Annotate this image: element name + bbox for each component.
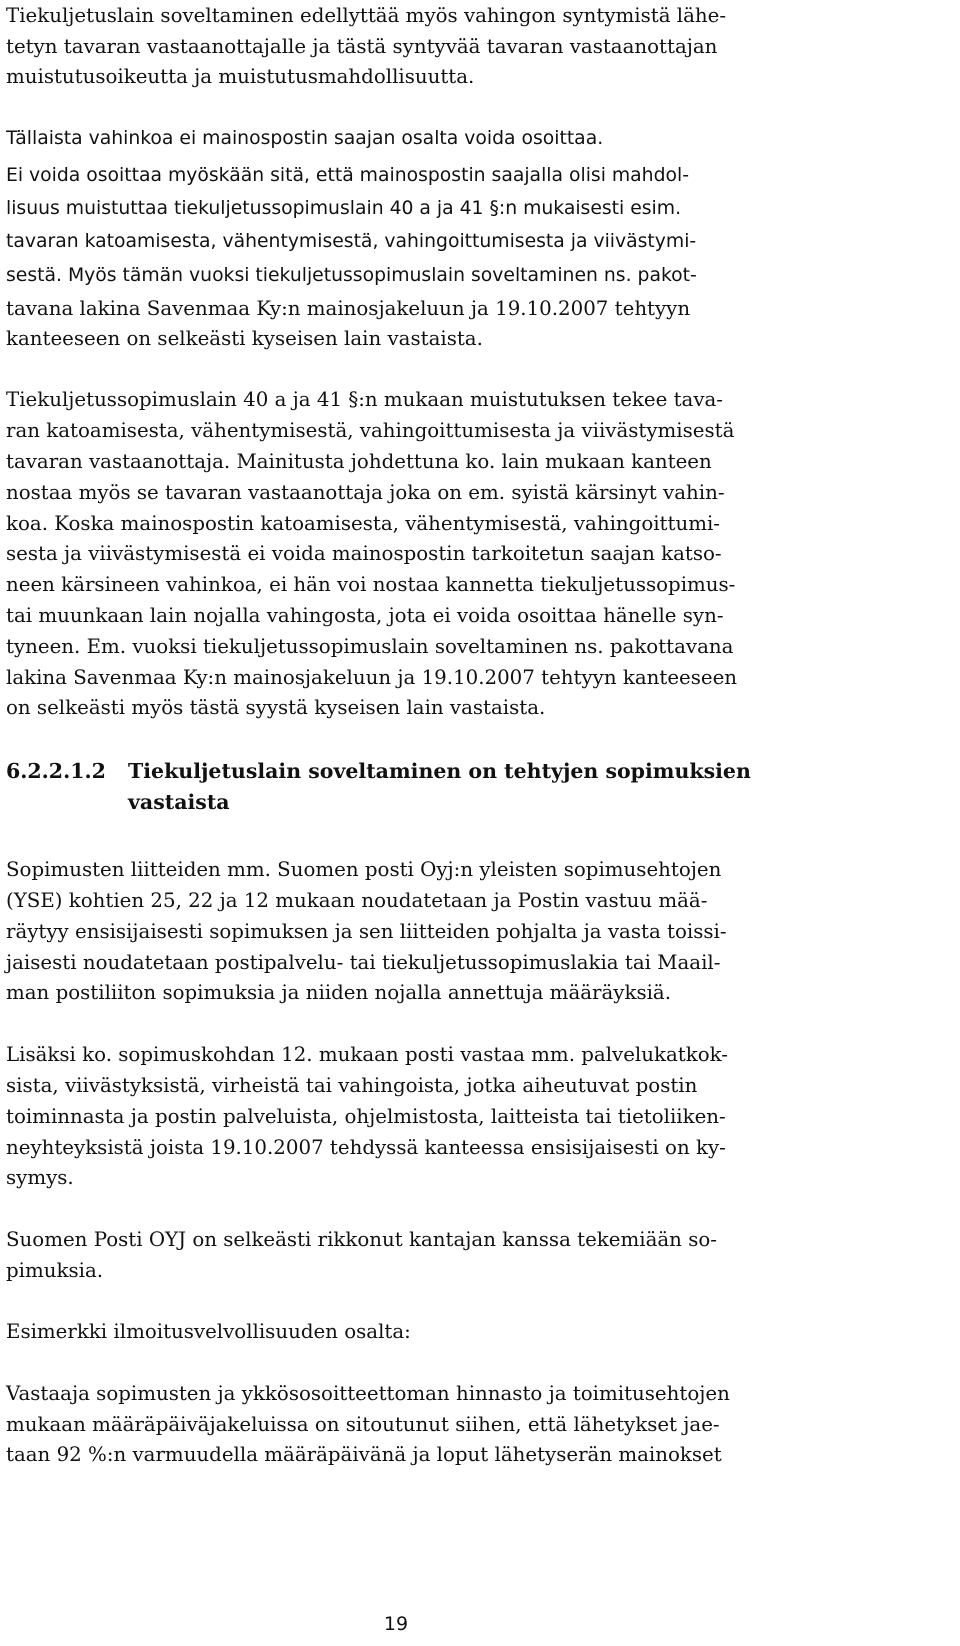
text-line: sesta ja viivästymisestä ei voida mainospostin tarkoitetun saajan katso-	[6, 542, 722, 565]
text-line: tavana lakina Savenmaa Ky:n mainosjakeluun ja 19.10.2007 tehtyyn	[6, 297, 691, 320]
text-line: koa. Koska mainospostin katoamisesta, vähentymisestä, vahingoittumi-	[6, 512, 720, 535]
text-line: ran katoamisesta, vähentymisestä, vahingoittumisesta ja viivästymisestä	[6, 419, 735, 442]
text-line: tyneen. Em. vuoksi tiekuljetussopimuslain soveltaminen ns. pakottavana	[6, 635, 734, 658]
text-line: on selkeästi myös tästä syystä kyseisen lain vastaista.	[6, 696, 546, 719]
section-title-line-2: vastaista	[128, 790, 230, 814]
text-line: lakina Savenmaa Ky:n mainosjakeluun ja 19.10.2007 tehtyyn kanteeseen	[6, 666, 738, 689]
text-line: kanteeseen on selkeästi kyseisen lain vastaista.	[6, 327, 483, 350]
text-line: räytyy ensisijaisesti sopimuksen ja sen liitteiden pohjalta ja vasta toissi-	[6, 920, 727, 943]
text-line: Esimerkki ilmoitusvelvollisuuden osalta:	[6, 1320, 411, 1343]
text-line: tavaran katoamisesta, vähentymisestä, vahingoittumisesta ja viivästymi-	[6, 231, 697, 252]
text-line: tetyn tavaran vastaanottajalle ja tästä syntyvää tavaran vastaanottajan	[6, 35, 718, 58]
text-line: (YSE) kohtien 25, 22 ja 12 mukaan noudatetaan ja Postin vastuu mää-	[6, 889, 708, 912]
text-line: Lisäksi ko. sopimuskohdan 12. mukaan posti vastaa mm. palvelukatkok-	[6, 1043, 728, 1066]
text-line: tai muunkaan lain nojalla vahingosta, jota ei voida osoittaa hänelle syn-	[6, 604, 724, 627]
section-number: 6.2.2.1.2	[6, 759, 106, 783]
document-page	[6, 0, 952, 1646]
section-heading	[6, 759, 751, 783]
text-line: neen kärsineen vahinkoa, ei hän voi nostaa kannetta tiekuljetussopimus-	[6, 573, 736, 596]
text-line: jaisesti noudatetaan postipalvelu- tai tiekuljetussopimuslakia tai Maail-	[6, 951, 721, 974]
text-line: man postiliiton sopimuksia ja niiden nojalla annettuja määräyksiä.	[6, 981, 671, 1004]
text-line: muistutusoikeutta ja muistutusmahdollisuutta.	[6, 65, 475, 88]
text-line: tavaran vastaanottaja. Mainitusta johdettuna ko. lain mukaan kanteen	[6, 450, 712, 473]
text-line: Tiekuljetuslain soveltaminen edellyttää myös vahingon syntymistä lähe-	[6, 4, 727, 27]
text-line: nostaa myös se tavaran vastaanottaja joka on em. syistä kärsinyt vahin-	[6, 481, 725, 504]
text-line: toiminnasta ja postin palveluista, ohjelmistosta, laitteista tai tietoliiken-	[6, 1105, 726, 1128]
text-line: pimuksia.	[6, 1259, 104, 1282]
text-line: Ei voida osoittaa myöskään sitä, että mainospostin saajalla olisi mahdol-	[6, 165, 689, 186]
text-line: neyhteyksistä joista 19.10.2007 tehdyssä kanteessa ensisijaisesti on ky-	[6, 1136, 726, 1159]
text-line: Tiekuljetussopimuslain 40 a ja 41 §:n mukaan muistutuksen tekee tava-	[6, 388, 723, 411]
text-line: Vastaaja sopimusten ja ykkösosoitteettoman hinnasto ja toimitusehtojen	[6, 1382, 730, 1405]
text-line: Tällaista vahinkoa ei mainospostin saajan osalta voida osoittaa.	[6, 128, 604, 149]
text-line: Sopimusten liitteiden mm. Suomen posti Oyj:n yleisten sopimusehtojen	[6, 858, 722, 881]
text-line: sista, viivästyksistä, virheistä tai vahingoista, jotka aiheutuvat postin	[6, 1074, 698, 1097]
text-line: mukaan määräpäiväjakeluissa on sitoutunut siihen, että lähetykset jae-	[6, 1413, 720, 1436]
page-number: 19	[383, 1613, 409, 1635]
text-line: symys.	[6, 1166, 74, 1189]
text-line: taan 92 %:n varmuudella määräpäivänä ja loput lähetyserän mainokset	[6, 1443, 722, 1466]
text-line: sestä. Myös tämän vuoksi tiekuljetussopimuslain soveltaminen ns. pakot-	[6, 265, 697, 286]
text-line: lisuus muistuttaa tiekuljetussopimuslain 40 a ja 41 §:n mukaisesti esim.	[6, 198, 682, 219]
text-line: Suomen Posti OYJ on selkeästi rikkonut kantajan kanssa tekemiään so-	[6, 1228, 717, 1251]
section-title-line-1: Tiekuljetuslain soveltaminen on tehtyjen sopimuksien	[128, 759, 751, 783]
